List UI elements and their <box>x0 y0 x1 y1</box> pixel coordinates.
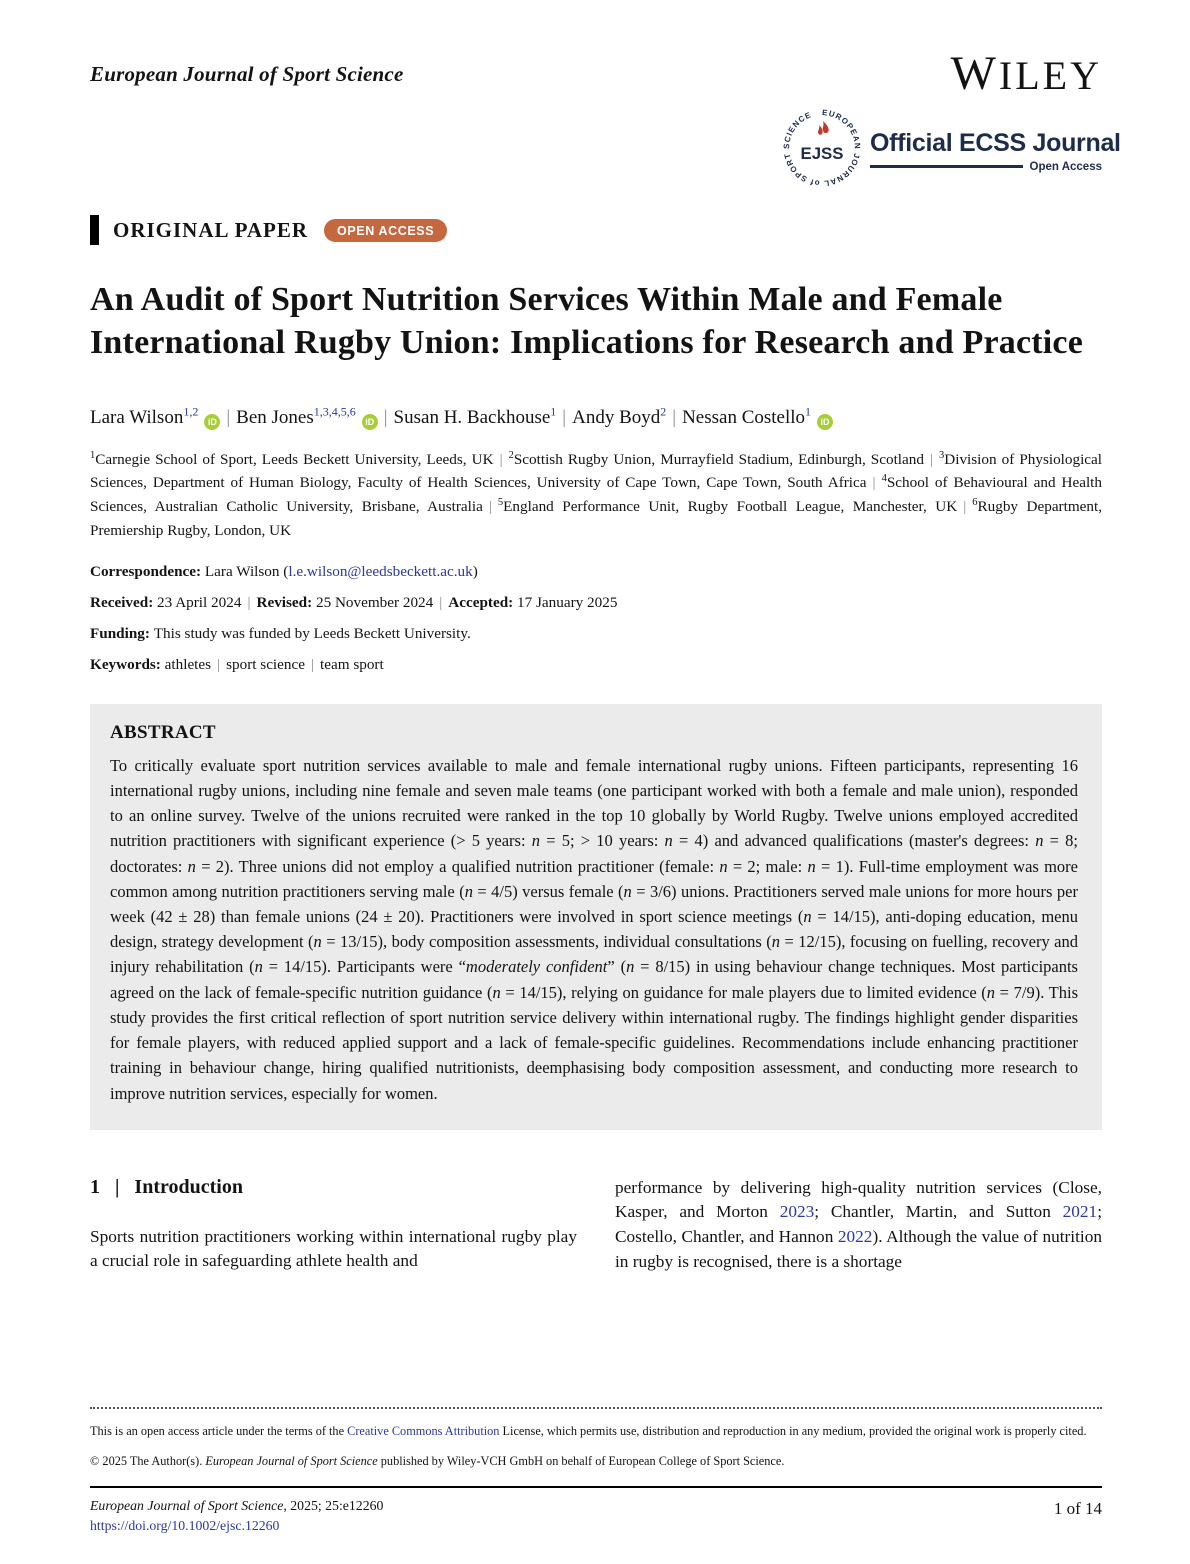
svg-text:EJSS: EJSS <box>800 144 844 164</box>
orcid-icon[interactable]: iD <box>204 414 220 430</box>
inline-link[interactable]: 2021 <box>1062 1202 1098 1222</box>
section-number: 1 <box>90 1175 100 1198</box>
author-list: Lara Wilson$^{1,2}$iD | Ben Jones$^{1,3,4,5,6}$iD | Susan H. Backhouse$^1$ | Andy Boyd$^2$ | Nessan Costello$^1$iD <box>90 407 1102 430</box>
body-columns <box>90 1176 1102 1274</box>
svg-text:EUROPEAN JOURNAL of SPORT SCIE: EUROPEAN JOURNAL of SPORT SCIENCE <box>782 108 862 188</box>
ejss-logo-icon <box>782 108 862 193</box>
correspondence-line: Correspondence: Lara Wilson (l.e.wilson@leedsbeckett.ac.uk) <box>90 562 478 580</box>
section-heading <box>90 1176 577 1199</box>
article-type-label: ORIGINAL PAPER <box>113 217 309 242</box>
orcid-icon[interactable]: iD <box>362 414 378 430</box>
ecss-banner <box>90 108 1121 193</box>
funding-line: Funding: This study was funded by Leeds Beckett University. <box>90 624 471 642</box>
orcid-icon[interactable]: iD <box>817 414 833 430</box>
wiley-logo: WILEY <box>950 47 1102 100</box>
abstract-heading: ABSTRACT <box>110 721 216 743</box>
open-access-badge: OPEN ACCESS <box>324 219 447 242</box>
left-column <box>90 1176 577 1274</box>
article-title: An Audit of Sport Nutrition Services Within Male and Female International Rugby Union: Implications for Research and Practice <box>90 281 1084 361</box>
ecss-journal-label: Official ECSS Journal <box>870 128 1121 157</box>
section-divider: | <box>115 1175 120 1198</box>
citation-block <box>90 1497 383 1534</box>
open-access-label: Open Access <box>1029 160 1102 173</box>
copyright-line: © 2025 The Author(s). European Journal of Sport Science published by Wiley-VCH GmbH on behalf of European College of Sport Science. <box>90 1454 785 1469</box>
abstract-box <box>90 704 1102 1130</box>
keywords-line: Keywords: athletes | sport science | team sport <box>90 655 384 673</box>
page-indicator: 1 of 14 <box>1053 1499 1102 1518</box>
inline-link[interactable]: 2023 <box>779 1202 815 1222</box>
inline-link[interactable]: 2022 <box>837 1226 873 1246</box>
affiliation-list: $^1$Carnegie School of Sport, Leeds Beckett University, Leeds, UK | $^2$Scottish Rugby Union, Murrayfield Stadium, Edinburgh, Scotland | $^3$Division of Physiological Sciences, Department of Human Biology, Faculty of Health Sciences, University of Cape Town, Cape Town, South Africa | $^4$School of Behavioural and Health Sciences, Australian Catholic University, Brisbane, Australia | $^5$England Performance Unit, Rugby Football League, Manchester, UK | $^6$Rugby Department, Premiership Rugby, London, UK <box>90 449 1103 539</box>
citation-line: European Journal of Sport Science, 2025; 25:e12260 <box>90 1498 384 1513</box>
page-footer <box>90 1486 1102 1534</box>
license-note: This is an open access article under the terms of the Creative Commons Attribution License, which permits use, distribution and reproduction in any medium, provided the original work is properly cited. <box>90 1424 1087 1439</box>
license-footnote <box>90 1407 1102 1472</box>
inline-link[interactable]: Creative Commons Attribution <box>347 1424 500 1439</box>
journal-name: European Journal of Sport Science <box>90 62 404 86</box>
section-title: Introduction <box>134 1175 243 1198</box>
page-header <box>90 47 1102 100</box>
right-column <box>615 1176 1102 1274</box>
inline-link[interactable]: l.e.wilson@leedsbeckett.ac.uk <box>288 562 473 580</box>
doi-link[interactable]: https://doi.org/10.1002/ejsc.12260 <box>90 1518 280 1533</box>
ecss-divider-bar <box>870 165 1023 168</box>
intro-paragraph-left: Sports nutrition practitioners working within international rugby play a crucial role in safeguarding athlete health and <box>90 1226 577 1271</box>
type-marker-bar <box>90 215 99 245</box>
article-type-row <box>90 215 1102 245</box>
abstract-text: To critically evaluate sport nutrition services available to male and female international rugby unions. Fifteen participants, representing 16 international rugby unions, including nine female and seven male teams (one participant worked with both a female and male union), responded to an online survey. Twelve of the unions recruited were ranked in the top 10 globally by World Rugby. Twelve unions employed accredited nutrition practitioners with significant experience (> 5 years: n = 5; > 10 years: n = 4) and advanced qualifications (master's degrees: n = 8; doctorates: n = 2). Three unions did not employ a qualified nutrition practitioner (female: n = 2; male: n = 1). Full-time employment was more common among nutrition practitioners serving male (n = 4/5) versus female (n = 3/6) unions. Practitioners served male unions for more hours per week (42 ± 28) than female unions (24 ± 20). Practitioners were involved in sport science meetings (n = 14/15), anti-doping education, menu design, strategy development (n = 13/15), body composition assessments, individual consultations (n = 12/15), focusing on fuelling, recovery and injury rehabilitation (n = 14/15). Participants were “moderately confident” (n = 8/15) in using behaviour change techniques. Most participants agreed on the lack of female-specific nutrition guidance (n = 14/15), relying on guidance for male players due to limited evidence (n = 7/9). This study provides the first critical reflection of sport nutrition service delivery within international rugby. The findings highlight gender disparities for female players, with reduced applied support and a lack of female-specific guidelines. Recommendations include enhancing practitioner training in behaviour change, hiring qualified nutritionists, deemphasising body composition assessment, and conducting more research to improve nutrition services, especially for women. <box>110 755 1079 1103</box>
intro-paragraph-right: performance by delivering high-quality nutrition services (Close, Kasper, and Morton 2023; Chantler, Martin, and Sutton 2021; Costello, Chantler, and Hannon 2022). Although the value of nutrition in rugby is recognised, there is a shortage <box>615 1177 1102 1271</box>
history-line: Received: 23 April 2024 | Revised: 25 November 2024 | Accepted: 17 January 2025 <box>90 593 618 611</box>
